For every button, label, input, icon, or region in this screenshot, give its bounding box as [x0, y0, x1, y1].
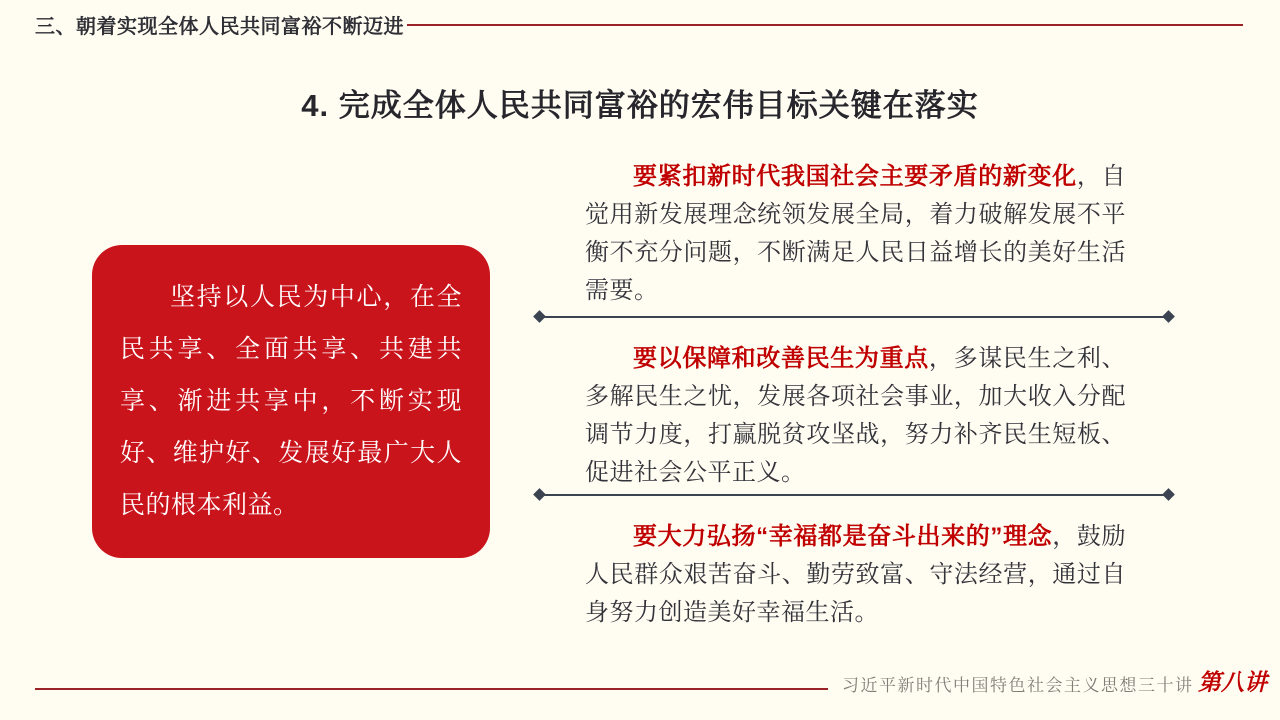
footer-series-title: 习近平新时代中国特色社会主义思想三十讲 [842, 676, 1194, 695]
section-divider-2 [538, 494, 1170, 496]
section-divider-1 [538, 316, 1170, 318]
point-lead-1: 要紧扣新时代我国社会主要矛盾的新变化 [633, 163, 1077, 190]
diamond-icon [1162, 488, 1175, 501]
footer-lecture-badge: 第八讲 [1198, 669, 1267, 696]
point-lead-3: 要大力弘扬“幸福都是奋斗出来的”理念 [633, 523, 1053, 550]
diamond-icon [533, 310, 546, 323]
header-rule [407, 24, 1243, 26]
highlight-box-text: 坚持以人民为中心，在全民共享、全面共享、共建共享、渐进共享中，不断实现好、维护好、发展好最广大人民的根本利益。 [120, 283, 462, 519]
point-paragraph-2 [585, 340, 1126, 492]
section-header: 三、朝着实现全体人民共同富裕不断迈进 [35, 16, 404, 38]
point-rest-1: ，自觉用新发展理念统领发展全局，着力破解发展不平衡不充分问题，不断满足人民日益增长的美好生活需要。 [585, 163, 1127, 304]
point-rest-2: ，多谋民生之利、多解民生之忧，发展各项社会事业，加大收入分配调节力度，打赢脱贫攻坚战，努力补齐民生短板、促进社会公平正义。 [585, 345, 1127, 486]
footer-rule [35, 688, 828, 690]
point-paragraph-1 [585, 158, 1126, 310]
highlight-box [92, 245, 490, 558]
point-lead-2: 要以保障和改善民生为重点 [633, 345, 929, 372]
diamond-icon [533, 488, 546, 501]
point-paragraph-3 [585, 518, 1126, 632]
page-title: 4. 完成全体人民共同富裕的宏伟目标关键在落实 [301, 88, 979, 123]
point-rest-3: ，鼓励人民群众艰苦奋斗、勤劳致富、守法经营，通过自身努力创造美好幸福生活。 [585, 523, 1126, 626]
diamond-icon [1162, 310, 1175, 323]
